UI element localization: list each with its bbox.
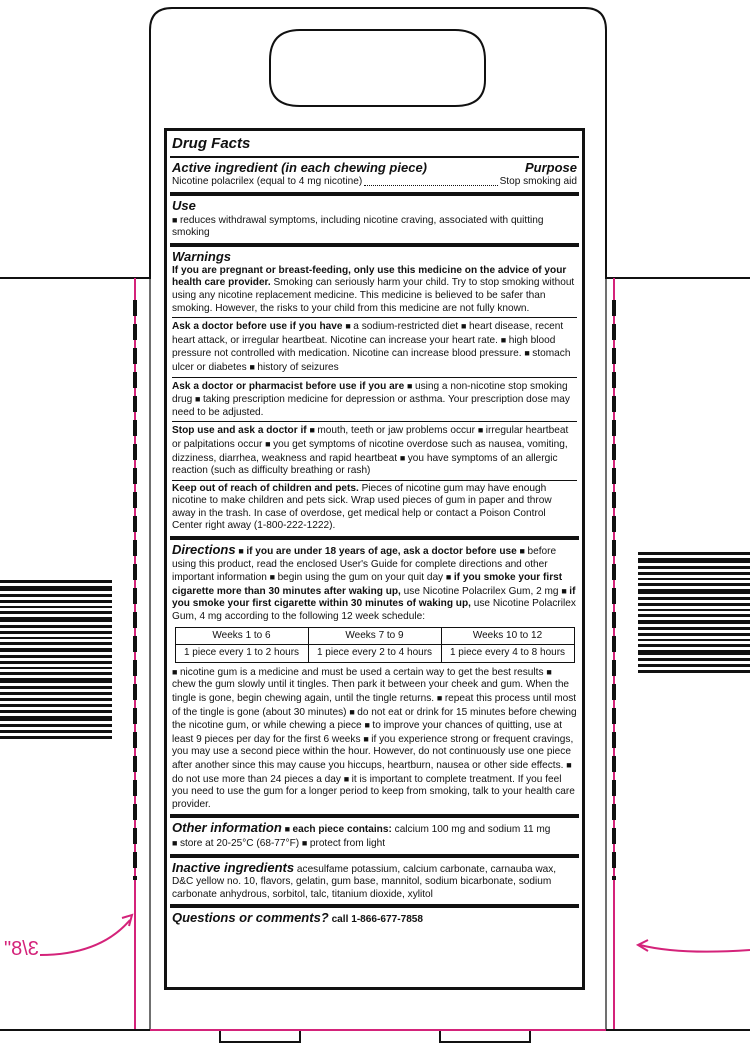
pregnant-warning-bold: If you are pregnant or breast-feeding, only use this medicine on the advice of your health care provider. <box>172 264 567 289</box>
dimension-label: 3/8" <box>4 938 39 960</box>
list-item: nicotine gum is a medicine and must be used a certain way to get the best results <box>179 666 544 678</box>
inactive-text: acesulfame potassium, calcium carbonate, carnauba wax, D&C yellow no. 10, flavors, gelatin, gum base, mannitol, sodium bicarbonate, sodium carbonate anhydrous, sorbitol, talc, titanium dioxide, xylitol <box>172 863 557 900</box>
use-text: reduces withdrawal symptoms, including nicotine craving, associated with quitting smoking <box>172 214 544 239</box>
begin-text: begin using the gum on your quit day <box>277 572 444 584</box>
purpose-heading: Purpose <box>524 160 577 175</box>
list-item: if you experience strong or frequent cravings, you may use a second piece within the hour. However, do not continuously use one piece after another since this may cause you hiccups, heartburn, nausea or other side effects. <box>172 733 574 771</box>
other-info-heading: Other information <box>172 820 282 836</box>
other-info-section: Other information ■ each piece contains: calcium 100 mg and sodium 11 mg ■ store at 20-25°C (68-77°F) ■ protect from light <box>170 814 579 853</box>
contains-bold: each piece contains: <box>292 824 392 836</box>
schedule-value: 1 piece every 1 to 2 hours <box>175 645 308 663</box>
list-item: to improve your chances of quitting, use at least 9 pieces per day for the first 6 weeks <box>172 720 563 745</box>
schedule-header: Weeks 10 to 12 <box>441 627 574 645</box>
questions-text: call 1-866-677-7858 <box>331 914 424 926</box>
ask-pharmacist-bold: Ask a doctor or pharmacist before use if you are <box>172 380 405 392</box>
directions-heading: Directions <box>172 542 236 558</box>
questions-section <box>170 904 579 930</box>
pregnant-warning-text: Smoking can seriously harm your child. Try to stop smoking without using any nicotine replacement medicine. This medicine is believed to be safer than smoking. However, the risks to your child from this medicine are not fully known. <box>172 277 575 314</box>
table-row <box>175 645 574 663</box>
active-ingredient-heading: Active ingredient (in each chewing piece) <box>172 160 428 175</box>
inactive-heading: Inactive ingredients <box>172 859 295 875</box>
use-section: Use ■ reduces withdrawal symptoms, including nicotine craving, associated with quitting smoking <box>170 192 579 243</box>
use-heading: Use <box>172 197 196 213</box>
warnings-heading: Warnings <box>172 248 231 264</box>
directions-bullets: ■ nicotine gum is a medicine and must be used a certain way to get the best results ■ chew the gum slowly until it tingles. Then park it between your cheek and gum. When the tingle is gone, begin chewing again, until the tingle returns. ■ repeat this process until most of the tingle is gone (about 30 minutes) ■ do not eat or drink for 15 minutes before chewing the nicotine gum, or while chewing a piece ■ to improve your chances of quitting, use at least 9 pieces per day for the first 6 weeks ■ if you experience strong or frequent cravings, you may use a second piece within the hour. However, do not continuously use one piece after another since this may cause you hiccups, heartburn, nausea or other side effects. ■ do not use more than 24 pieces a day ■ it is important to complete treatment. If you feel you need to use the gum for a longer period to keep from smoking, talk to your health care provider. <box>172 666 577 810</box>
list-item: mouth, teeth or jaw problems occur <box>317 425 476 437</box>
active-ingredient: Nicotine polacrilex (equal to 4 mg nicotine) <box>172 176 363 187</box>
smoke-within-text: use Nicotine Polacrilex Gum, 4 mg according to the following 12 week schedule: <box>172 598 576 623</box>
list-item: stomach ulcer or diabetes <box>172 348 571 373</box>
schedule-value: 1 piece every 2 to 4 hours <box>308 645 441 663</box>
drug-facts-panel <box>164 128 585 990</box>
list-item: do not use more than 24 pieces a day <box>172 773 341 785</box>
list-item: it is important to complete treatment. If you feel you need to use the gum for a longer period to keep from smoking, talk to your health care provider. <box>172 773 575 810</box>
list-item: high blood pressure not controlled with medication. Nicotine can increase blood pressure. <box>172 334 556 360</box>
smoke-after-bold: if you smoke your first cigarette more than 30 minutes after waking up, <box>172 572 563 597</box>
warnings-section <box>170 243 579 536</box>
list-item: do not eat or drink for 15 minutes before chewing the nicotine gum, or while chewing a piece <box>172 706 577 732</box>
ask-pharmacist-block: Ask a doctor or pharmacist before use if you are ■ using a non-nicotine stop smoking drug ■ taking prescription medicine for depression or asthma. Your prescription dose may need to be adjusted. <box>172 377 577 420</box>
list-item: heart disease, recent heart attack, or irregular heartbeat. Nicotine can increase your heart rate. <box>172 321 564 346</box>
list-item: irregular heartbeat or palpitations occur <box>172 425 569 450</box>
smoke-after-text: use Nicotine Polacrilex Gum, 2 mg <box>403 585 559 597</box>
keep-out-text: Pieces of nicotine gum may have enough nicotine to make children and pets sick. Wrap used pieces of gum in paper and throw away in the trash. In case of overdose, get medical help or contact a Poison Control Center right away (1-800-222-1222). <box>172 482 552 532</box>
drug-facts-header <box>170 133 579 156</box>
schedule-header: Weeks 7 to 9 <box>308 627 441 645</box>
stop-use-bold: Stop use and ask a doctor if <box>172 425 307 437</box>
keep-out-bold: Keep out of reach of children and pets. <box>172 482 359 494</box>
schedule-header: Weeks 1 to 6 <box>175 627 308 645</box>
directions-section: Directions ■ if you are under 18 years of age, ask a doctor before use ■ before using this product, read the enclosed User's Guide for complete directions and other important information ■ begin using the gum on your quit day ■ if you smoke your first cigarette more than 30 minutes after waking up, use Nicotine Polacrilex Gum, 2 mg ■ if you smoke your first cigarette within 30 minutes of waking up, use Nicotine Polacrilex Gum, 4 mg according to the following 12 week schedule: Weeks 1 to 6 Weeks 7 to 9 Weeks 10 to 12 1 piece every 1 to 2 hours 1 piece every 2 to 4 hours 1 piece every 4 to 8 hours ■ nicotine gum is a medicine and must be used a certain way to get the best results ■ chew the gum slowly until it tingles. Then park it between your cheek and gum. When the tingle is gone, begin chewing again, until the tingle returns. ■ repeat this process until most of the tingle is gone (about 30 minutes) ■ do not eat or drink for 15 minutes before chewing the nicotine gum, or while chewing a piece ■ to improve your chances of quitting, use at least 9 pieces per day for the first 6 weeks ■ if you experience strong or frequent cravings, you may use a second piece within the hour. However, do not continuously use one piece after another since this may cause you hiccups, heartburn, nausea or other side effects. ■ do not use more than 24 pieces a day ■ it is important to complete treatment. If you feel you need to use the gum for a longer period to keep from smoking, talk to your health care provider. <box>170 536 579 814</box>
left-barcode <box>0 580 112 742</box>
stop-use-block: Stop use and ask a doctor if ■ mouth, teeth or jaw problems occur ■ irregular heartbeat or palpitations occur ■ you get symptoms of nicotine overdose such as nausea, vomiting, dizziness, diarrhea, weakness and rapid heartbeat ■ you have symptoms of an allergic reaction (such as difficulty breathing or rash) <box>172 421 577 477</box>
drug-facts-title: Drug Facts <box>172 135 251 152</box>
before-text: before using this product, read the enclosed User's Guide for complete directions and other important information <box>172 546 557 584</box>
right-barcode <box>638 552 750 676</box>
table-row <box>175 627 574 645</box>
list-item: taking prescription medicine for depression or asthma. Your prescription dose may need to be adjusted. <box>172 394 570 418</box>
list-item: you have symptoms of an allergic reaction (such as difficulty breathing or rash) <box>172 452 558 477</box>
list-item: history of seizures <box>257 361 339 373</box>
questions-heading: Questions or comments? <box>172 910 329 926</box>
list-item: a sodium-restricted diet <box>353 321 459 333</box>
active-ingredient-section <box>170 156 579 192</box>
smoke-within-bold: if you smoke your first cigarette within 30 minutes of waking up, <box>172 585 576 610</box>
inactive-section <box>170 854 579 905</box>
schedule-table <box>175 627 575 663</box>
list-item: using a non-nicotine stop smoking drug <box>172 380 568 406</box>
protect-text: protect from light <box>309 837 386 849</box>
list-item: you get symptoms of nicotine overdose such as nausea, vomiting, dizziness, diarrhea, weakness and rapid heartbeat <box>172 438 568 464</box>
under18-bold: if you are under 18 years of age, ask a doctor before use <box>246 546 517 558</box>
ask-doctor-bold: Ask a doctor before use if you have <box>172 321 343 333</box>
purpose-text: Stop smoking aid <box>499 176 577 187</box>
keep-out-block <box>172 480 577 533</box>
list-item: chew the gum slowly until it tingles. Then park it between your cheek and gum. When the tingle is gone, begin chewing again, until the tingle returns. <box>172 679 570 704</box>
list-item: repeat this process until most of the tingle is gone (about 30 minutes) <box>172 693 577 718</box>
schedule-value: 1 piece every 4 to 8 hours <box>441 645 574 663</box>
contains-text: calcium 100 mg and sodium 11 mg <box>394 824 551 836</box>
ask-doctor-block: Ask a doctor before use if you have ■ a sodium-restricted diet ■ heart disease, recent heart attack, or irregular heartbeat. Nicotine can increase your heart rate. ■ high blood pressure not controlled with medication. Nicotine can increase blood pressure. ■ stomach ulcer or diabetes ■ history of seizures <box>172 317 577 374</box>
store-text: store at 20-25°C (68-77°F) <box>179 837 300 849</box>
